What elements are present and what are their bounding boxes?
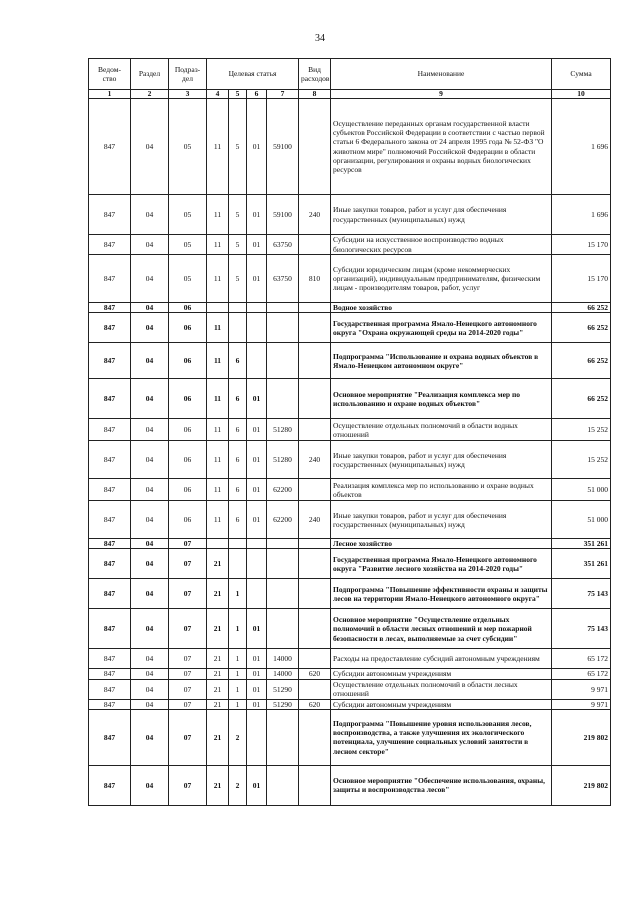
cell-naimenovanie: Субсидии автономным учреждениям [331, 669, 552, 679]
table-row [89, 379, 611, 419]
cell-measure [247, 539, 267, 549]
header-vedomstvo: Ведом- ство [89, 59, 131, 90]
cell-subprogram: 6 [229, 479, 247, 501]
cell-direction [267, 343, 299, 379]
cell-podrazdel: 05 [169, 255, 207, 303]
cell-naimenovanie: Субсидии юридическим лицам (кроме некоммерческих организаций), индивидуальным предпринимателям, физическим лицам - производителям товаров, работ, услуг [331, 255, 552, 303]
cell-naimenovanie: Осуществление отдельных полномочий в области лесных отношений [331, 679, 552, 699]
cell-summa: 219 802 [552, 765, 611, 805]
cell-razdel: 04 [131, 539, 169, 549]
cell-vedomstvo: 847 [89, 441, 131, 479]
cell-program: 11 [207, 419, 229, 441]
cell-subprogram: 5 [229, 235, 247, 255]
cell-vid-rashodov [299, 649, 331, 669]
cell-vid-rashodov [299, 303, 331, 313]
column-number: 6 [247, 90, 267, 99]
cell-razdel: 04 [131, 195, 169, 235]
cell-vedomstvo: 847 [89, 579, 131, 609]
table-row [89, 255, 611, 303]
cell-subprogram: 5 [229, 99, 247, 195]
cell-subprogram: 6 [229, 419, 247, 441]
table-row [89, 765, 611, 805]
cell-program: 21 [207, 609, 229, 649]
cell-summa: 15 170 [552, 235, 611, 255]
cell-subprogram: 6 [229, 501, 247, 539]
cell-vedomstvo: 847 [89, 303, 131, 313]
cell-program: 11 [207, 441, 229, 479]
cell-podrazdel: 07 [169, 539, 207, 549]
cell-razdel: 04 [131, 99, 169, 195]
cell-vedomstvo: 847 [89, 195, 131, 235]
column-number: 4 [207, 90, 229, 99]
cell-vid-rashodov [299, 765, 331, 805]
cell-razdel: 04 [131, 669, 169, 679]
cell-vid-rashodov [299, 419, 331, 441]
table-row [89, 419, 611, 441]
cell-direction: 63750 [267, 235, 299, 255]
cell-naimenovanie: Осуществление переданных органам государственной власти субъектов Российской Федерации в соответствии с частью первой статьи 6 Федерального закона от 24 апреля 1995 года № 52-ФЗ "О животном мире" полномочий Российской Федерации в области организации, регулирования и охраны водных биологических ресурсов [331, 99, 552, 195]
cell-podrazdel: 06 [169, 479, 207, 501]
cell-summa: 351 261 [552, 539, 611, 549]
cell-vedomstvo: 847 [89, 699, 131, 709]
cell-razdel: 04 [131, 549, 169, 579]
cell-direction [267, 303, 299, 313]
cell-podrazdel: 07 [169, 669, 207, 679]
cell-direction: 51290 [267, 699, 299, 709]
cell-vedomstvo: 847 [89, 609, 131, 649]
cell-vid-rashodov: 240 [299, 195, 331, 235]
cell-naimenovanie: Подпрограмма "Использование и охрана водных объектов в Ямало-Ненецком автономном округе" [331, 343, 552, 379]
cell-vid-rashodov: 240 [299, 441, 331, 479]
cell-podrazdel: 07 [169, 699, 207, 709]
cell-summa: 65 172 [552, 649, 611, 669]
budget-table [88, 58, 611, 806]
cell-vedomstvo: 847 [89, 765, 131, 805]
cell-program: 11 [207, 343, 229, 379]
cell-program: 11 [207, 379, 229, 419]
cell-subprogram: 1 [229, 669, 247, 679]
cell-direction [267, 379, 299, 419]
table-row [89, 549, 611, 579]
cell-measure: 01 [247, 235, 267, 255]
cell-vedomstvo: 847 [89, 649, 131, 669]
header-summa: Сумма [552, 59, 611, 90]
cell-podrazdel: 06 [169, 419, 207, 441]
cell-direction: 14000 [267, 669, 299, 679]
cell-vid-rashodov [299, 579, 331, 609]
cell-razdel: 04 [131, 441, 169, 479]
cell-measure: 01 [247, 501, 267, 539]
cell-vid-rashodov [299, 99, 331, 195]
cell-vid-rashodov [299, 539, 331, 549]
cell-naimenovanie: Подпрограмма "Повышение уровня использования лесов, воспроизводства, а также улучшения их экологического потенциала, улучшение социальных условий занятости в лесном секторе" [331, 709, 552, 765]
cell-razdel: 04 [131, 579, 169, 609]
cell-vedomstvo: 847 [89, 669, 131, 679]
cell-direction: 59100 [267, 195, 299, 235]
cell-summa: 66 252 [552, 303, 611, 313]
table-row [89, 539, 611, 549]
cell-subprogram: 1 [229, 609, 247, 649]
cell-podrazdel: 07 [169, 679, 207, 699]
cell-program: 11 [207, 99, 229, 195]
cell-vid-rashodov [299, 479, 331, 501]
cell-subprogram: 6 [229, 441, 247, 479]
table-row [89, 679, 611, 699]
cell-naimenovanie: Основное мероприятие "Реализация комплекса мер по использованию и охране водных объектов" [331, 379, 552, 419]
cell-razdel: 04 [131, 765, 169, 805]
cell-naimenovanie: Реализация комплекса мер по использованию и охране водных объектов [331, 479, 552, 501]
cell-summa: 219 802 [552, 709, 611, 765]
cell-direction: 62200 [267, 479, 299, 501]
cell-summa: 15 252 [552, 419, 611, 441]
cell-vid-rashodov: 620 [299, 669, 331, 679]
cell-summa: 15 170 [552, 255, 611, 303]
cell-measure: 01 [247, 99, 267, 195]
cell-summa: 66 252 [552, 313, 611, 343]
cell-vedomstvo: 847 [89, 99, 131, 195]
cell-vedomstvo: 847 [89, 539, 131, 549]
cell-razdel: 04 [131, 479, 169, 501]
cell-naimenovanie: Иные закупки товаров, работ и услуг для обеспечения государственных (муниципальных) нужд [331, 195, 552, 235]
cell-program: 21 [207, 709, 229, 765]
cell-vid-rashodov [299, 235, 331, 255]
cell-podrazdel: 07 [169, 709, 207, 765]
cell-vid-rashodov [299, 313, 331, 343]
cell-summa: 65 172 [552, 669, 611, 679]
cell-direction: 62200 [267, 501, 299, 539]
table-row [89, 699, 611, 709]
cell-summa: 51 000 [552, 479, 611, 501]
cell-razdel: 04 [131, 649, 169, 669]
column-number: 9 [331, 90, 552, 99]
cell-vid-rashodov: 620 [299, 699, 331, 709]
header-podrazdel: Подраз- дел [169, 59, 207, 90]
cell-measure: 01 [247, 765, 267, 805]
cell-summa: 75 143 [552, 579, 611, 609]
cell-summa: 9 971 [552, 699, 611, 709]
header-naimenovanie: Наименование [331, 59, 552, 90]
cell-naimenovanie: Подпрограмма "Повышение эффективности охраны и защиты лесов на территории Ямало-Ненецкого автономного округа" [331, 579, 552, 609]
cell-vid-rashodov: 810 [299, 255, 331, 303]
cell-podrazdel: 07 [169, 609, 207, 649]
cell-measure: 01 [247, 255, 267, 303]
cell-summa: 1 696 [552, 99, 611, 195]
table-row [89, 343, 611, 379]
cell-razdel: 04 [131, 501, 169, 539]
cell-podrazdel: 07 [169, 579, 207, 609]
cell-subprogram [229, 303, 247, 313]
cell-razdel: 04 [131, 679, 169, 699]
cell-podrazdel: 06 [169, 343, 207, 379]
cell-podrazdel: 07 [169, 649, 207, 669]
column-number-row [89, 90, 611, 99]
table-row [89, 99, 611, 195]
cell-podrazdel: 07 [169, 765, 207, 805]
cell-summa: 75 143 [552, 609, 611, 649]
table-row [89, 649, 611, 669]
cell-measure [247, 709, 267, 765]
cell-direction: 51280 [267, 419, 299, 441]
table-row [89, 195, 611, 235]
cell-direction [267, 579, 299, 609]
cell-direction [267, 313, 299, 343]
cell-measure: 01 [247, 419, 267, 441]
cell-naimenovanie: Лесное хозяйство [331, 539, 552, 549]
cell-vedomstvo: 847 [89, 709, 131, 765]
cell-summa: 66 252 [552, 343, 611, 379]
cell-summa: 1 696 [552, 195, 611, 235]
cell-measure [247, 343, 267, 379]
cell-podrazdel: 06 [169, 379, 207, 419]
cell-summa: 66 252 [552, 379, 611, 419]
cell-direction [267, 609, 299, 649]
table-row [89, 501, 611, 539]
cell-summa: 351 261 [552, 549, 611, 579]
cell-vedomstvo: 847 [89, 479, 131, 501]
cell-measure: 01 [247, 649, 267, 669]
cell-naimenovanie: Государственная программа Ямало-Ненецкого автономного округа "Развитие лесного хозяйства на 2014-2020 годы" [331, 549, 552, 579]
table-row [89, 441, 611, 479]
cell-razdel: 04 [131, 303, 169, 313]
column-number: 5 [229, 90, 247, 99]
cell-measure: 01 [247, 441, 267, 479]
cell-measure: 01 [247, 679, 267, 699]
cell-program [207, 303, 229, 313]
cell-vid-rashodov [299, 709, 331, 765]
cell-vedomstvo: 847 [89, 255, 131, 303]
cell-subprogram: 1 [229, 579, 247, 609]
cell-vedomstvo: 847 [89, 343, 131, 379]
cell-program: 21 [207, 649, 229, 669]
cell-vedomstvo: 847 [89, 419, 131, 441]
cell-vid-rashodov [299, 609, 331, 649]
cell-razdel: 04 [131, 235, 169, 255]
page-number: 34 [315, 33, 325, 44]
cell-direction [267, 709, 299, 765]
cell-vid-rashodov [299, 379, 331, 419]
cell-vid-rashodov: 240 [299, 501, 331, 539]
cell-razdel: 04 [131, 609, 169, 649]
cell-program [207, 539, 229, 549]
cell-razdel: 04 [131, 343, 169, 379]
cell-program: 21 [207, 669, 229, 679]
cell-razdel: 04 [131, 313, 169, 343]
cell-vid-rashodov [299, 549, 331, 579]
cell-measure [247, 579, 267, 609]
cell-measure: 01 [247, 699, 267, 709]
cell-subprogram: 1 [229, 649, 247, 669]
cell-vedomstvo: 847 [89, 679, 131, 699]
header-razdel: Раздел [131, 59, 169, 90]
cell-subprogram: 5 [229, 195, 247, 235]
cell-subprogram: 1 [229, 699, 247, 709]
cell-naimenovanie: Иные закупки товаров, работ и услуг для обеспечения государственных (муниципальных) нужд [331, 501, 552, 539]
cell-subprogram: 6 [229, 343, 247, 379]
cell-program: 11 [207, 255, 229, 303]
table-row [89, 313, 611, 343]
header-vid-rashodov: Вид расходов [299, 59, 331, 90]
header-celevaya-statya: Целевая статья [207, 59, 299, 90]
cell-subprogram: 2 [229, 765, 247, 805]
cell-measure: 01 [247, 195, 267, 235]
cell-measure [247, 549, 267, 579]
cell-naimenovanie: Осуществление отдельных полномочий в области водных отношений [331, 419, 552, 441]
table-header-row [89, 59, 611, 90]
column-number: 10 [552, 90, 611, 99]
cell-podrazdel: 05 [169, 195, 207, 235]
cell-program: 21 [207, 679, 229, 699]
table-row [89, 479, 611, 501]
cell-vedomstvo: 847 [89, 235, 131, 255]
cell-vedomstvo: 847 [89, 549, 131, 579]
cell-measure [247, 313, 267, 343]
cell-summa: 9 971 [552, 679, 611, 699]
cell-program: 21 [207, 579, 229, 609]
cell-measure: 01 [247, 669, 267, 679]
cell-vedomstvo: 847 [89, 501, 131, 539]
cell-direction: 51290 [267, 679, 299, 699]
table-row [89, 669, 611, 679]
cell-razdel: 04 [131, 709, 169, 765]
cell-summa: 15 252 [552, 441, 611, 479]
table-row [89, 609, 611, 649]
column-number: 1 [89, 90, 131, 99]
cell-direction: 59100 [267, 99, 299, 195]
cell-program: 11 [207, 195, 229, 235]
cell-razdel: 04 [131, 699, 169, 709]
table-row [89, 235, 611, 255]
cell-podrazdel: 07 [169, 549, 207, 579]
cell-podrazdel: 05 [169, 99, 207, 195]
cell-naimenovanie: Государственная программа Ямало-Ненецкого автономного округа "Охрана окружающей среды на 2014-2020 годы" [331, 313, 552, 343]
cell-razdel: 04 [131, 379, 169, 419]
cell-direction: 14000 [267, 649, 299, 669]
cell-subprogram: 6 [229, 379, 247, 419]
table-body [89, 90, 611, 806]
cell-vid-rashodov [299, 679, 331, 699]
cell-podrazdel: 06 [169, 303, 207, 313]
cell-subprogram: 2 [229, 709, 247, 765]
cell-program: 21 [207, 549, 229, 579]
cell-measure: 01 [247, 479, 267, 501]
column-number: 8 [299, 90, 331, 99]
cell-razdel: 04 [131, 255, 169, 303]
cell-program: 11 [207, 235, 229, 255]
cell-direction: 63750 [267, 255, 299, 303]
cell-program: 11 [207, 501, 229, 539]
cell-program: 11 [207, 479, 229, 501]
cell-program: 21 [207, 765, 229, 805]
cell-direction [267, 549, 299, 579]
cell-direction: 51280 [267, 441, 299, 479]
cell-podrazdel: 06 [169, 501, 207, 539]
cell-vid-rashodov [299, 343, 331, 379]
cell-naimenovanie: Расходы на предоставление субсидий автономным учреждениям [331, 649, 552, 669]
cell-subprogram [229, 539, 247, 549]
cell-program: 11 [207, 313, 229, 343]
cell-naimenovanie: Основное мероприятие "Осуществление отдельных полномочий в области лесных отношений и мер пожарной безопасности в лесах, выполняемые за счет субсидии" [331, 609, 552, 649]
cell-program: 21 [207, 699, 229, 709]
cell-direction [267, 765, 299, 805]
cell-measure [247, 303, 267, 313]
table-row [89, 303, 611, 313]
column-number: 2 [131, 90, 169, 99]
cell-subprogram: 1 [229, 679, 247, 699]
cell-podrazdel: 06 [169, 313, 207, 343]
cell-vedomstvo: 847 [89, 379, 131, 419]
cell-naimenovanie: Основное мероприятие "Обеспечение использования, охраны, защиты и воспроизводства лесов" [331, 765, 552, 805]
cell-subprogram [229, 549, 247, 579]
cell-vedomstvo: 847 [89, 313, 131, 343]
cell-naimenovanie: Субсидии на искусственное воспроизводство водных биологических ресурсов [331, 235, 552, 255]
cell-naimenovanie: Водное хозяйство [331, 303, 552, 313]
column-number: 3 [169, 90, 207, 99]
cell-summa: 51 000 [552, 501, 611, 539]
column-number: 7 [267, 90, 299, 99]
cell-naimenovanie: Иные закупки товаров, работ и услуг для обеспечения государственных (муниципальных) нужд [331, 441, 552, 479]
cell-subprogram: 5 [229, 255, 247, 303]
cell-measure: 01 [247, 379, 267, 419]
table-row [89, 709, 611, 765]
cell-naimenovanie: Субсидии автономным учреждениям [331, 699, 552, 709]
cell-razdel: 04 [131, 419, 169, 441]
table-row [89, 579, 611, 609]
cell-subprogram [229, 313, 247, 343]
cell-podrazdel: 05 [169, 235, 207, 255]
cell-measure: 01 [247, 609, 267, 649]
cell-podrazdel: 06 [169, 441, 207, 479]
cell-direction [267, 539, 299, 549]
